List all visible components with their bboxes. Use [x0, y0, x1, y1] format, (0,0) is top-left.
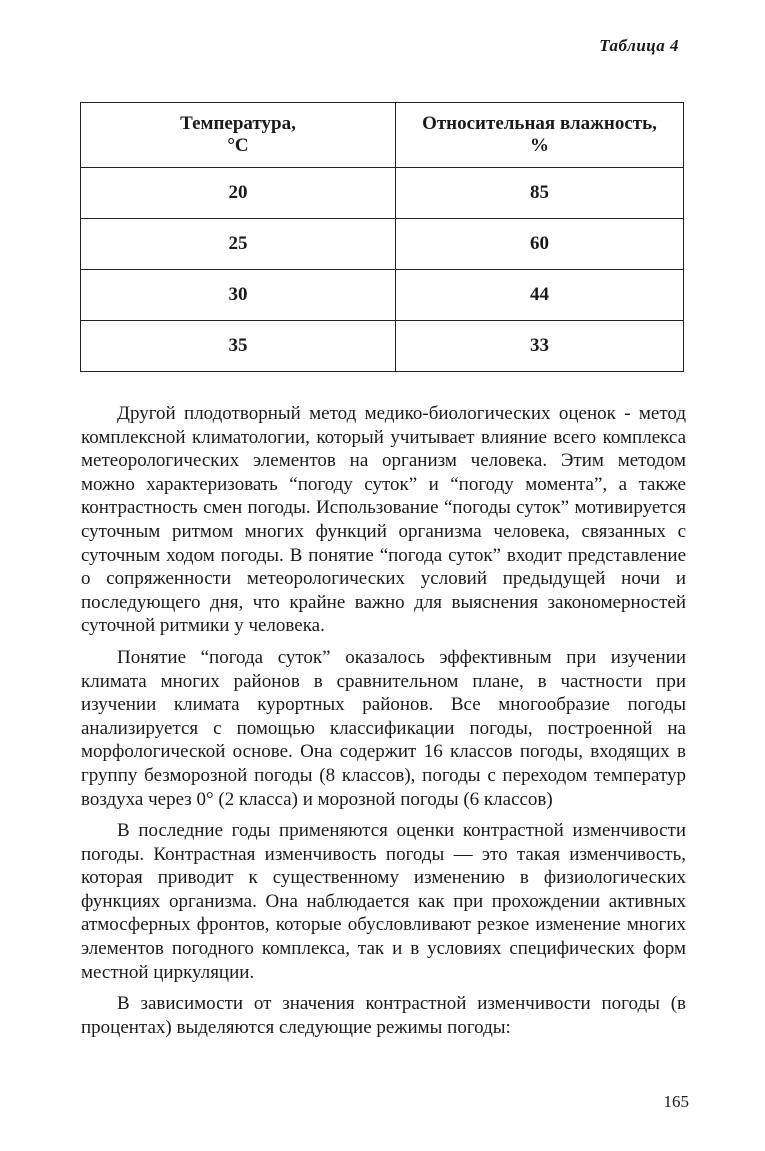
- column-header-label: Температура,: [180, 113, 296, 134]
- table-caption: Таблица 4: [599, 36, 679, 55]
- column-header-unit: °C: [227, 135, 249, 156]
- column-header-label: Относительная влажность,: [422, 113, 657, 134]
- paragraph: Понятие “погода суток” оказалось эффективным при изучении климата многих районов в сравнительном плане, в частности при изучении климата курортных районов. Все многообразие погоды анализируется с помощью классификации погоды, построенной на морфологической основе. Она содержит 16 классов погоды, входящих в группу безморозной погоды (8 классов), погоды с переходом температур воздуха через 0° (2 класса) и морозной погоды (6 классов): [81, 646, 686, 810]
- table-row: [81, 219, 684, 270]
- table-cell: 85: [396, 168, 684, 219]
- table-cell: 33: [396, 321, 684, 372]
- column-header-temperature: [81, 103, 396, 168]
- data-table: [80, 102, 684, 372]
- table-cell: 30: [81, 270, 396, 321]
- paragraph: В последние годы применяются оценки контрастной изменчивости погоды. Контрастная изменчивость погоды — это такая изменчивость, которая приводит к существенному изменению в физиологических функциях организма. Она наблюдается как при прохождении активных атмосферных фронтов, которые обусловливают резкое изменение многих элементов погодного комплекса, так и в условиях специфических форм местной циркуляции.: [81, 820, 686, 983]
- column-header-humidity: [396, 103, 684, 168]
- table-header-row: [81, 103, 684, 168]
- table-cell: 25: [81, 219, 396, 270]
- table-row: [81, 168, 684, 219]
- body-text: [81, 402, 686, 1047]
- page-number: 165: [663, 1092, 689, 1111]
- table-cell: 60: [396, 219, 684, 270]
- table-cell: 20: [81, 168, 396, 219]
- table-row: [81, 270, 684, 321]
- paragraph: Другой плодотворный метод медико-биологических оценок - метод комплексной климатологии, который учитывает влияние всего комплекса метеорологических элементов на организм человека. Этим методом можно характеризовать “погоду суток” и “погоду момента”, а также контрастность смен погоды. Использование “погоды суток” мотивируется суточным ритмом многих функций организма человека, связанных с суточным ходом погоды. В понятие “погода суток” входит представление о сопряженности метеорологических условий предыдущей ночи и последующего дня, что крайне важно для выяснения закономерностей суточной ритмики у человека.: [81, 403, 686, 637]
- table-cell: 35: [81, 321, 396, 372]
- table-cell: 44: [396, 270, 684, 321]
- column-header-unit: %: [530, 135, 549, 156]
- paragraph: В зависимости от значения контрастной изменчивости погоды (в процентах) выделяются следующие режимы погоды:: [81, 993, 686, 1038]
- table-row: [81, 321, 684, 372]
